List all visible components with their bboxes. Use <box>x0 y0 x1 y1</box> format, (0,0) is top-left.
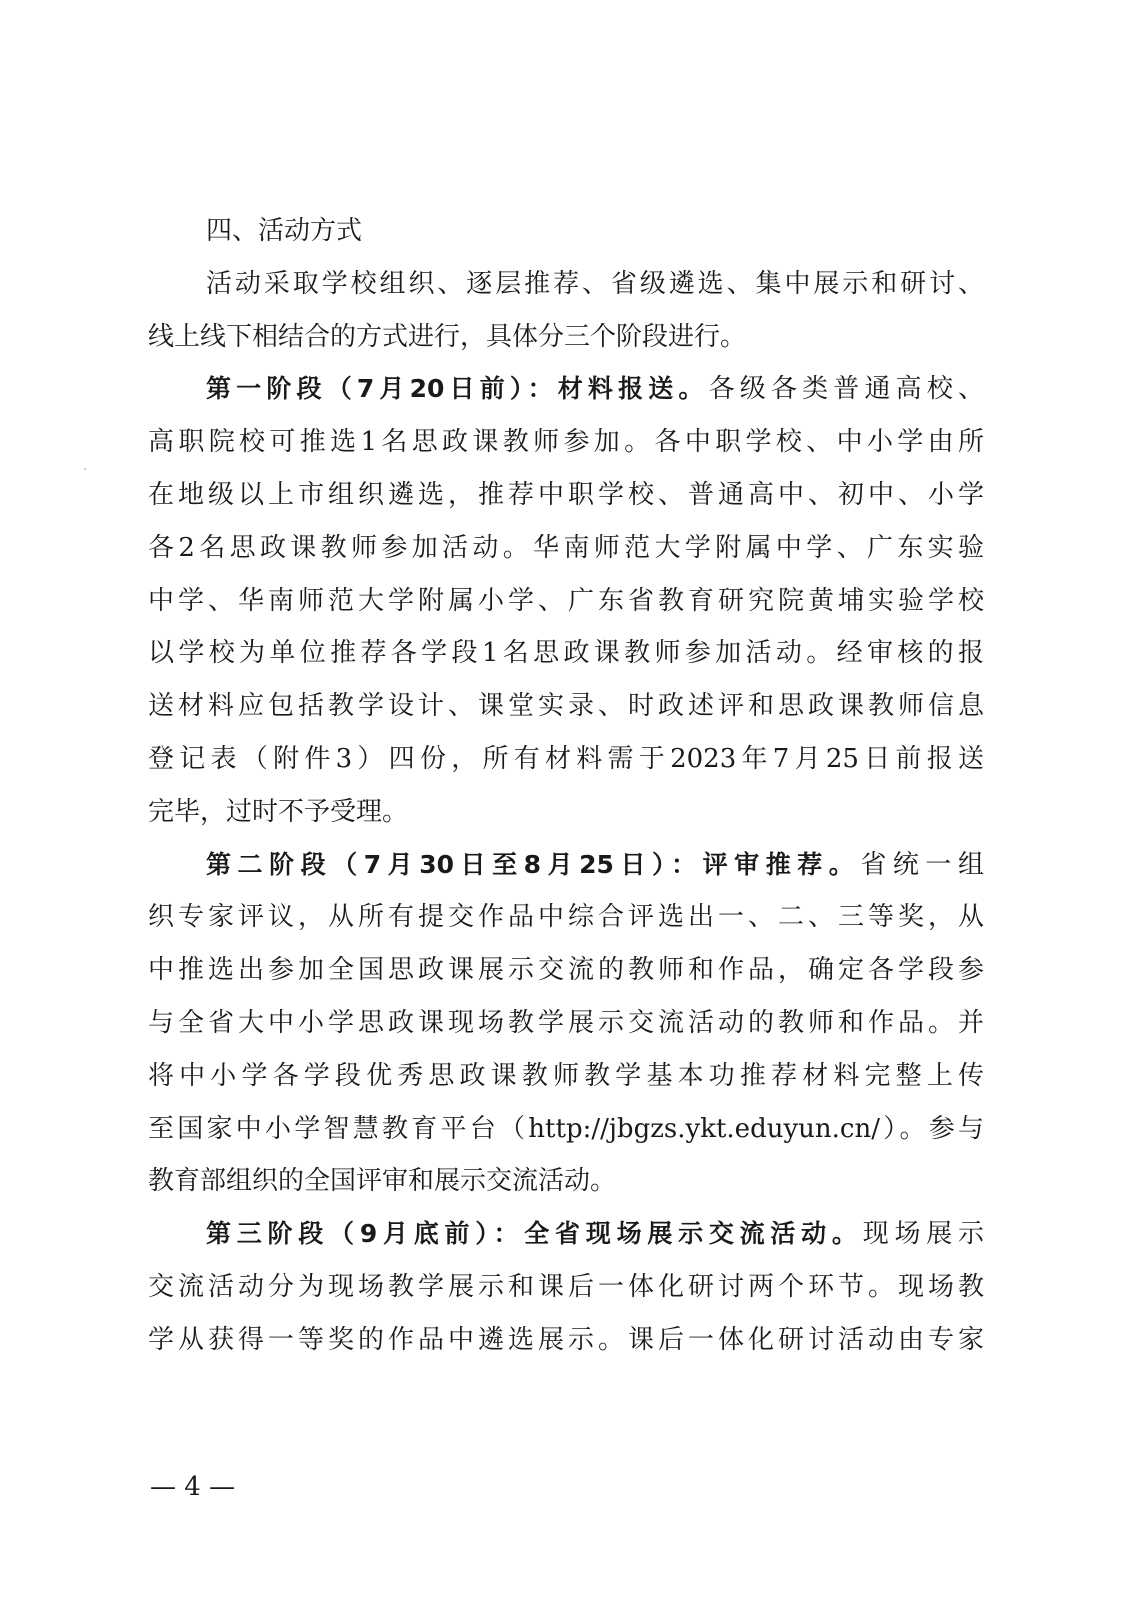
stage1-first-line <box>148 363 984 416</box>
stage2-first-line <box>148 839 984 892</box>
page-number: — 4 — <box>150 1472 236 1502</box>
stage1-line-1: 高职院校可推选1名思政课教师参加。各中职学校、中小学由所 <box>148 427 984 458</box>
intro-line-1: 活动采取学校组织、逐层推荐、省级遴选、集中展示和研讨、 <box>206 268 984 299</box>
stage1-line-8: 完毕，过时不予受理。 <box>148 796 409 827</box>
stage2-line-3: 与全省大中小学思政课现场教学展示交流活动的教师和作品。并 <box>148 1007 984 1038</box>
stage1-line-2: 在地级以上市组织遴选，推荐中职学校、普通高中、初中、小学 <box>148 479 984 510</box>
stage2-line-0: 省统一组 <box>860 849 984 880</box>
stage1-title: 第一阶段（7月20日前）：材料报送。 <box>206 374 709 404</box>
stage2-line-6: 教育部组织的全国评审和展示交流活动。 <box>148 1166 617 1197</box>
stage1-line-3: 各2名思政课教师参加活动。华南师范大学附属中学、广东实验 <box>148 532 984 563</box>
stage3-line-2: 学从获得一等奖的作品中遴选展示。课后一体化研讨活动由专家 <box>148 1324 984 1355</box>
stage3-line-0: 现场展示 <box>862 1219 984 1250</box>
stage1-line-7: 登记表（附件3）四份，所有材料需于2023年7月25日前报送 <box>148 743 984 774</box>
stage2-title: 第二阶段（7月30日至8月25日）：评审推荐。 <box>206 849 861 879</box>
intro-line-2: 线上线下相结合的方式进行，具体分三个阶段进行。 <box>148 321 747 352</box>
stage1-line-0: 各级各类普通高校、 <box>708 374 984 405</box>
stage2-line-4: 将中小学各学段优秀思政课教师教学基本功推荐材料完整上传 <box>148 1060 984 1091</box>
stage1-line-6: 送材料应包括教学设计、课堂实录、时政述评和思政课教师信息 <box>148 691 984 722</box>
stage2-line-5: 至国家中小学智慧教育平台（http://jbgzs.ykt.eduyun.cn/）。参与 <box>148 1113 984 1144</box>
stage1-line-5: 以学校为单位推荐各学段1名思政课教师参加活动。经审核的报 <box>148 638 984 669</box>
document-body <box>148 205 984 1367</box>
section-heading: 四、活动方式 <box>206 216 363 246</box>
stage2-line-1: 织专家评议，从所有提交作品中综合评选出一、二、三等奖，从 <box>148 902 984 933</box>
stage1-line-4: 中学、华南师范大学附属小学、广东省教育研究院黄埔实验学校 <box>148 585 984 616</box>
stage3-title: 第三阶段（9月底前）：全省现场展示交流活动。 <box>206 1219 863 1249</box>
stage3-first-line <box>148 1208 984 1261</box>
stage2-line-2: 中推选出参加全国思政课展示交流的教师和作品，确定各学段参 <box>148 955 984 986</box>
stage3-line-1: 交流活动分为现场教学展示和课后一体化研讨两个环节。现场教 <box>148 1271 984 1302</box>
scan-speck <box>84 468 86 470</box>
